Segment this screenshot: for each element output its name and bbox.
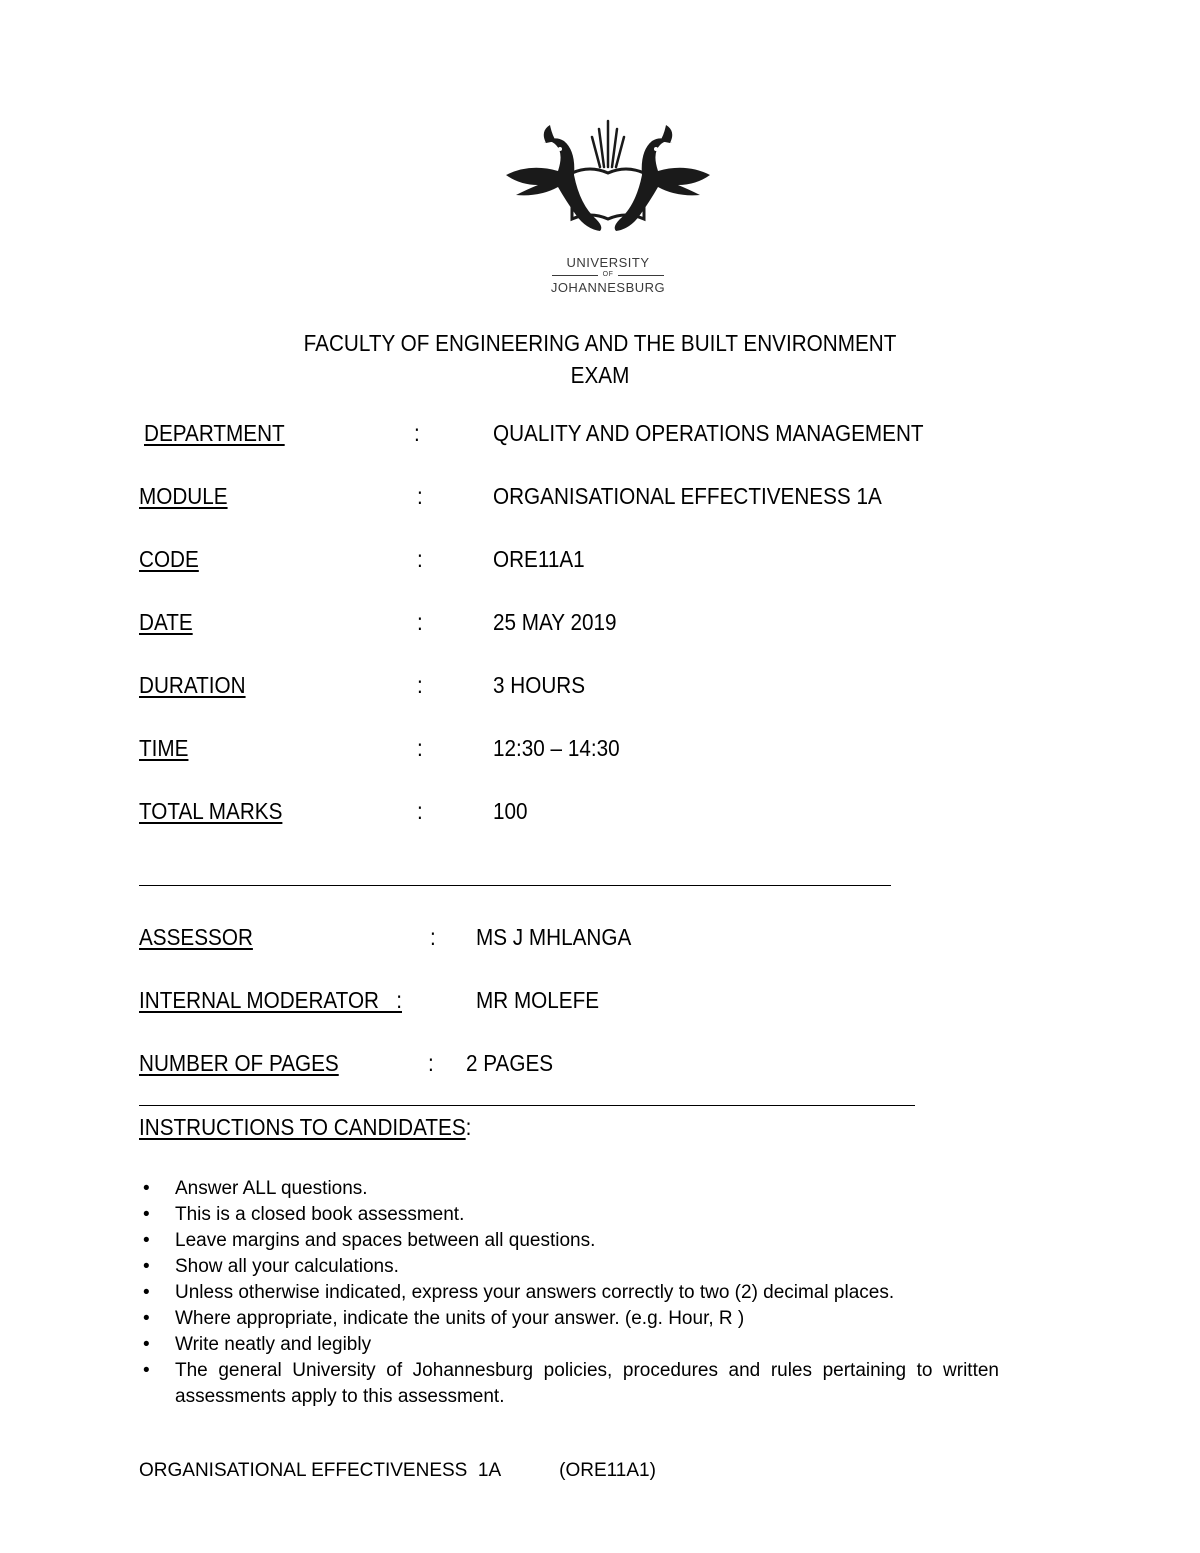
instruction-text: Show all your calculations.: [175, 1256, 399, 1277]
detail-label-time: TIME: [139, 735, 189, 761]
staff-label-number-of-pages: NUMBER OF PAGES: [139, 1050, 339, 1076]
staff-label-internal-moderator: INTERNAL MODERATOR :: [139, 987, 402, 1013]
detail-label-duration: DURATION: [139, 672, 246, 698]
instructions-heading-text: INSTRUCTIONS TO CANDIDATES: [139, 1114, 466, 1140]
logo-of-text: OF: [602, 271, 614, 278]
bullet-icon: •: [143, 1282, 150, 1303]
detail-colon: :: [414, 420, 420, 446]
list-item: [139, 1228, 999, 1254]
staff-value-number-of-pages: 2 PAGES: [466, 1050, 554, 1076]
detail-value-date: 25 MAY 2019: [493, 609, 617, 635]
detail-colon: :: [417, 609, 423, 635]
logo-rule-right: [618, 275, 664, 276]
detail-label-date: DATE: [139, 609, 193, 635]
detail-label-department: DEPARTMENT: [144, 420, 285, 446]
page-footer: [139, 1460, 656, 1482]
detail-value-total-marks: 100: [493, 798, 528, 824]
divider: [139, 885, 891, 886]
faculty-heading: FACULTY OF ENGINEERING AND THE BUILT ENVIRONMENT: [303, 330, 897, 356]
detail-value-department: QUALITY AND OPERATIONS MANAGEMENT: [493, 420, 924, 446]
bullet-icon: •: [143, 1308, 150, 1329]
instruction-text: The general University of Johannesburg policies, procedures and rules pertaining to written assessments apply to this assessment.: [175, 1360, 999, 1407]
instruction-text: Unless otherwise indicated, express your answers correctly to two (2) decimal places.: [175, 1282, 895, 1303]
bullet-icon: •: [143, 1230, 150, 1251]
instruction-text: Answer ALL questions.: [175, 1178, 368, 1199]
instructions-heading-colon: :: [465, 1114, 472, 1140]
list-item: [139, 1176, 999, 1202]
instruction-text: Where appropriate, indicate the units of your answer. (e.g. Hour, R ): [175, 1308, 745, 1329]
detail-label-total-marks: TOTAL MARKS: [139, 798, 283, 824]
detail-colon: :: [417, 672, 423, 698]
detail-colon: :: [417, 735, 423, 761]
bullet-icon: •: [143, 1360, 150, 1381]
list-item: [139, 1280, 999, 1306]
staff-colon: :: [428, 1050, 434, 1076]
detail-colon: :: [417, 483, 423, 509]
staff-value-internal-moderator: MR MOLEFE: [476, 987, 600, 1013]
crest-icon: [500, 115, 716, 250]
instruction-text: This is a closed book assessment.: [175, 1204, 465, 1225]
detail-value-duration: 3 HOURS: [493, 672, 586, 698]
logo-university-text: UNIVERSITY: [566, 255, 650, 270]
staff-label-assessor: ASSESSOR: [139, 924, 253, 950]
bullet-icon: •: [143, 1256, 150, 1277]
detail-colon: :: [417, 798, 423, 824]
list-item: [139, 1332, 999, 1358]
list-item: [139, 1358, 999, 1410]
footer-code: (ORE11A1): [559, 1460, 656, 1481]
detail-label-module: MODULE: [139, 483, 228, 509]
detail-colon: :: [417, 546, 423, 572]
instruction-text: Write neatly and legibly: [175, 1334, 372, 1355]
bullet-icon: •: [143, 1178, 150, 1199]
university-logo: [500, 115, 716, 300]
detail-value-module: ORGANISATIONAL EFFECTIVENESS 1A: [493, 483, 882, 509]
instruction-text: Leave margins and spaces between all questions.: [175, 1230, 596, 1251]
bullet-icon: •: [143, 1204, 150, 1225]
bullet-icon: •: [143, 1334, 150, 1355]
footer-module: ORGANISATIONAL EFFECTIVENESS 1A: [139, 1460, 502, 1481]
exam-heading: EXAM: [570, 362, 630, 388]
staff-colon: :: [430, 924, 436, 950]
staff-value-assessor: MS J MHLANGA: [476, 924, 632, 950]
instructions-list: [139, 1176, 999, 1410]
instructions-heading: [139, 1114, 471, 1141]
list-item: [139, 1306, 999, 1332]
detail-value-code: ORE11A1: [493, 546, 585, 572]
logo-johannesburg-text: JOHANNESBURG: [550, 280, 666, 295]
list-item: [139, 1202, 999, 1228]
detail-value-time: 12:30 – 14:30: [493, 735, 620, 761]
divider: [139, 1105, 915, 1106]
detail-label-code: CODE: [139, 546, 199, 572]
list-item: [139, 1254, 999, 1280]
